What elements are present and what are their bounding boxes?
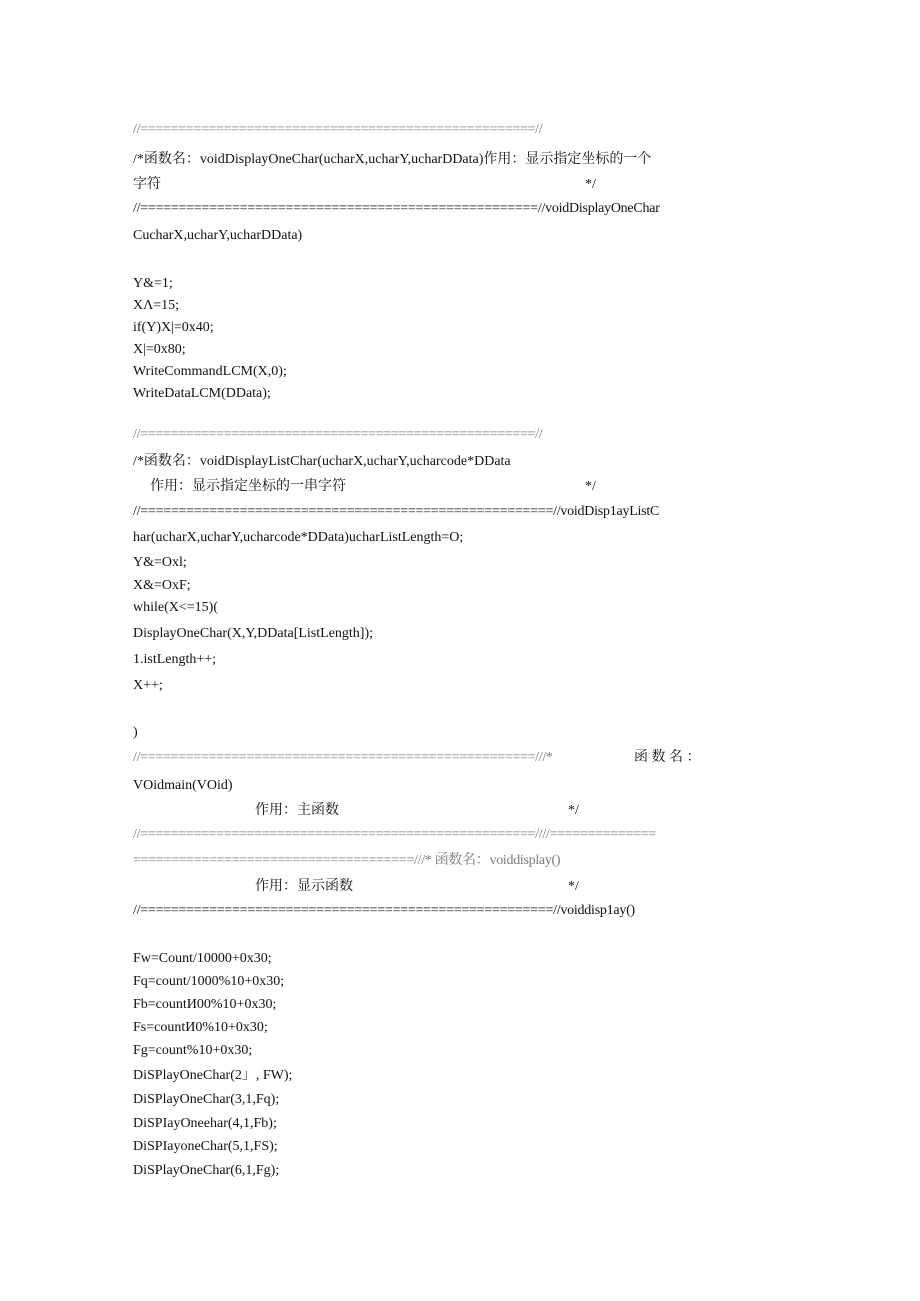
comment-rule: //====================================================//voidDisplayOneChar [133, 201, 660, 216]
comment-end: */ [568, 803, 579, 818]
function-comment: 函 数 名 ： [634, 750, 701, 765]
code-line: 1.istLength++; [133, 652, 217, 667]
function-comment: 作用：显示函数 [255, 879, 353, 894]
code-line: X&=OxF; [133, 578, 191, 593]
code-line: Fb=countИ00%10+0x30; [133, 997, 277, 1012]
code-line: DiSPIayOneehar(4,1,Fb); [133, 1116, 277, 1131]
function-comment: /*函数名：voidDisplayListChar(ucharX,ucharY,ucharcode*DData [133, 454, 511, 469]
comment-rule: //======================================================//voidDisp1ayListC [133, 504, 660, 519]
code-line: har(ucharX,ucharY,ucharcode*DData)ucharListLength=O; [133, 530, 464, 545]
code-line: while(X<=15)( [133, 600, 218, 615]
code-line: WriteCommandLCM(X,0); [133, 364, 287, 379]
code-line: X++; [133, 678, 163, 693]
code-line: Y&=1; [133, 276, 173, 291]
code-line: Fq=count/1000%10+0x30; [133, 974, 285, 989]
comment-rule: //======================================================//voiddisp1ay() [133, 903, 635, 918]
function-comment: /*函数名：voidDisplayOneChar(ucharX,ucharY,ucharDData)作用：显示指定坐标的一个 [133, 152, 652, 167]
comment-rule: //====================================================// [133, 122, 543, 137]
code-line: Fg=count%10+0x30; [133, 1043, 253, 1058]
comment-rule: //====================================================///* [133, 750, 553, 765]
code-line: WriteDataLCM(DData); [133, 386, 271, 401]
code-line: DiSPIayoneChar(5,1,FS); [133, 1139, 278, 1154]
code-line: DisplayOneChar(X,Y,DData[ListLength]); [133, 626, 374, 641]
code-line: Fs=countИ0%10+0x30; [133, 1020, 268, 1035]
code-line: DiSPlayOneChar(3,1,Fq); [133, 1092, 280, 1107]
comment-end: */ [568, 879, 579, 894]
function-comment: 作用：主函数 [255, 803, 339, 818]
code-line: CucharX,ucharY,ucharDData) [133, 228, 303, 243]
comment-rule: //====================================================// [133, 427, 543, 442]
function-comment: 作用：显示指定坐标的一串字符 [150, 479, 346, 494]
function-comment: VOidmain(VOid) [133, 778, 233, 793]
comment-rule: =====================================///* 函数名：voiddisplay() [133, 853, 561, 868]
code-line: DiSPlayOneChar(6,1,Fg); [133, 1163, 280, 1178]
code-line: Fw=Count/10000+0x30; [133, 951, 272, 966]
comment-end: */ [585, 479, 596, 494]
code-line: X|=0x80; [133, 342, 186, 357]
comment-end: */ [585, 177, 596, 192]
comment-rule: //====================================================////============== [133, 827, 656, 842]
code-line: if(Y)X|=0x40; [133, 320, 214, 335]
code-line: XΛ=15; [133, 298, 180, 313]
code-line: Y&=Oxl; [133, 555, 187, 570]
function-comment: 字符 [133, 177, 161, 192]
code-line: ) [133, 725, 138, 740]
code-line: DiSPlayOneChar(2」, FW); [133, 1068, 293, 1083]
